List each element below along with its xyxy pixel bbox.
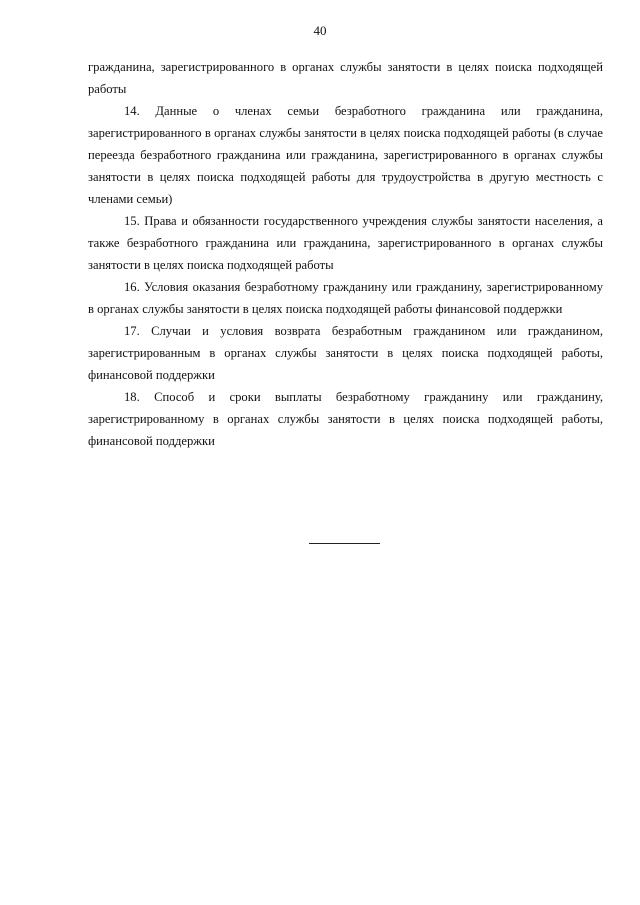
paragraph-item-16: 16. Условия оказания безработному гражданину или гражданину, зарегистрированному в органах службы занятости в целях поиска подходящей работы финансовой поддержки bbox=[88, 280, 603, 316]
paragraph-item-15: 15. Права и обязанности государственного учреждения службы занятости населения, а также безработного гражданина или гражданина, зарегистрированного в органах службы занятости в целях поиска подходящей работы bbox=[88, 214, 603, 272]
page-number: 40 bbox=[313, 23, 327, 38]
paragraph-item-14: 14. Данные о членах семьи безработного гражданина или гражданина, зарегистрированного в органах службы занятости в целях поиска подходящей работы (в случае переезда безработного гражданина или гражданина, зарегистрированного в органах службы занятости в целях поиска подходящей работы для трудоустройства в другую местность с членами семьи) bbox=[88, 104, 603, 206]
end-separator-line bbox=[309, 543, 380, 544]
paragraph-item-17: 17. Случаи и условия возврата безработным гражданином или гражданином, зарегистрированным в органах службы занятости в целях поиска подходящей работы, финансовой поддержки bbox=[88, 324, 603, 382]
paragraph-item-18: 18. Способ и сроки выплаты безработному гражданину или гражданину, зарегистрированному в органах службы занятости в целях поиска подходящей работы, финансовой поддержки bbox=[88, 390, 603, 448]
document-body bbox=[88, 56, 603, 452]
paragraph-continuation: гражданина, зарегистрированного в органах службы занятости в целях поиска подходящей работы bbox=[88, 60, 603, 96]
